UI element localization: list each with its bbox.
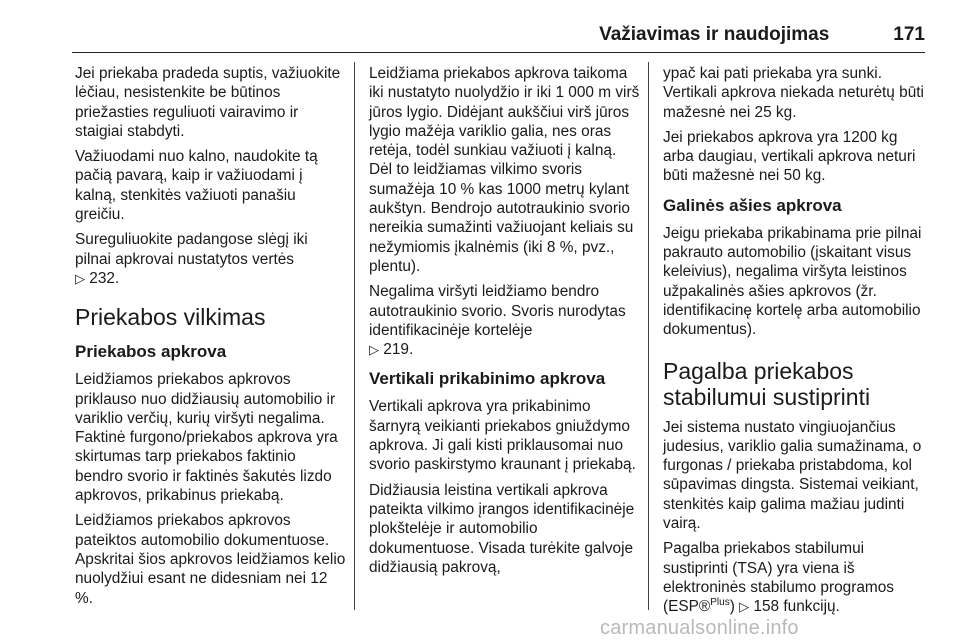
paragraph-text: Važiuodami nuo kalno, naudokite tą pačią pavarą, kaip ir važiuodami į kalną, stenkitės važiuoti panašiu greičiu. [75, 148, 318, 224]
paragraph [663, 539, 929, 616]
page-reference-arrow-icon: ▷ [739, 599, 750, 615]
text-column-2 [369, 64, 641, 583]
subsection-heading: Vertikali prikabinimo apkrova [369, 369, 606, 389]
paragraph: Jei priekaba pradeda suptis, važiuokite lėčiau, nesistenkite be būtinos priežasties reguliuoti vairavimo ir staigiai stabdyti. [75, 65, 341, 140]
paragraph [75, 147, 347, 224]
section-title: Važiavimas ir naudojimas [599, 24, 830, 45]
paragraph: Vertikali apkrova yra prikabinimo šarnyrą veikianti priekabos gniuždymo apkrova. Ji gali kisti priklausomai nuo svorio paskirstymo kraunant į priekabą. [369, 398, 636, 474]
page-reference-link[interactable]: 158 funkcijų. [753, 598, 840, 616]
paragraph: Jei sistema nustato vingiuojančius judesius, variklio galia sumažinama, o furgonas / priekaba pristabdoma, kol sūpavimas dingsta. Sistemai veikiant, stenkitės kaip galima mažiau judinti vairą. [663, 418, 922, 533]
page-reference-link[interactable]: 232. [89, 269, 120, 287]
page-number: 171 [893, 24, 925, 45]
paragraph: Leidžiamos priekabos apkrovos pateiktos automobilio dokumentuose. Apskritai šios apkrovos leidžiamos kelio nuolydžiui esant ne didesniam nei 12 %. [75, 512, 346, 607]
paragraph-text: Negalima viršyti leidžiamo bendro autotraukinio svorio. Svoris nurodytas identifikacinėje kortelėje [369, 283, 626, 339]
paragraph-text: Sureguliuokite padangose slėgį iki pilnai apkrovai nustatytos vertės [75, 231, 308, 268]
column-divider [354, 62, 355, 610]
page-reference-arrow-icon: ▷ [75, 270, 85, 286]
paragraph: Leidžiama priekabos apkrova taikoma iki nustatyto nuolydžio ir iki 1 000 m virš jūros lygio. Didėjant aukščiui virš jūros lygio mažėja variklio galia, nes oras retėja, todėl sunkiau važiuoti į kalną. Dėl to leidžiamas vilkimo svoris sumažėja 10 % kas 1000 metrų kylant aukštyn. Bendrojo autotraukinio svorio nereikia sumažinti važiuojant keliais su nežymiomis įkalnėmis (iki 8 %, pvz., plentu). [369, 65, 640, 275]
section-heading: Pagalba priekabos stabilumui sustiprinti [663, 357, 871, 410]
watermark: carmanualsonline.info [600, 617, 799, 639]
paragraph [75, 230, 347, 288]
superscript: Plus [710, 597, 730, 609]
text-column-3 [663, 64, 929, 623]
page-reference-arrow-icon: ▷ [369, 342, 379, 358]
subsection-heading: Priekabos apkrova [75, 342, 227, 362]
subsection-heading: Galinės ašies apkrova [663, 195, 842, 215]
paragraph: Didžiausia leistina vertikali apkrova pateikta vilkimo įrangos identifikacinėje plokštelėje ir automobilio dokumentuose. Visada turėkite galvoje didžiausią pakrovą, [369, 481, 635, 576]
paragraph: Jei priekabos apkrova yra 1200 kg arba daugiau, vertikali apkrova neturi būti mažesnė nei 50 kg. [663, 128, 916, 185]
paragraph: Jeigu priekaba prikabinama prie pilnai pakrauto automobilio (įskaitant visus keleivius), negalima viršyta leistinos užpakalinės ašies apkrovos (žr. identifikacinę kortelę arba automobilio dokumentus). [663, 224, 922, 339]
paragraph [369, 282, 641, 359]
column-divider [648, 62, 649, 610]
page-reference-link[interactable]: 219. [383, 341, 414, 359]
page-header [72, 24, 925, 53]
paragraph-text: Pagalba priekabos stabilumui sustiprinti (TSA) yra viena iš elektroninės stabilumo programos (ESP® [663, 540, 894, 616]
section-heading: Priekabos vilkimas [75, 304, 266, 331]
text-column-1 [75, 64, 347, 614]
paragraph-text: ) [729, 598, 735, 616]
paragraph: ypač kai pati priekaba yra sunki. Vertikali apkrova niekada neturėtų būti mažesnė nei 25 kg. [663, 65, 924, 121]
paragraph: Leidžiamos priekabos apkrovos priklauso nuo didžiausių automobilio ir variklio verčių, kurių viršyti negalima. Faktinė furgono/priekabos apkrova yra skirtumas tarp priekabos faktinio bendro svorio ir faktinės šakutės lizdo apkrovos, prikabinus priekabą. [75, 371, 338, 505]
